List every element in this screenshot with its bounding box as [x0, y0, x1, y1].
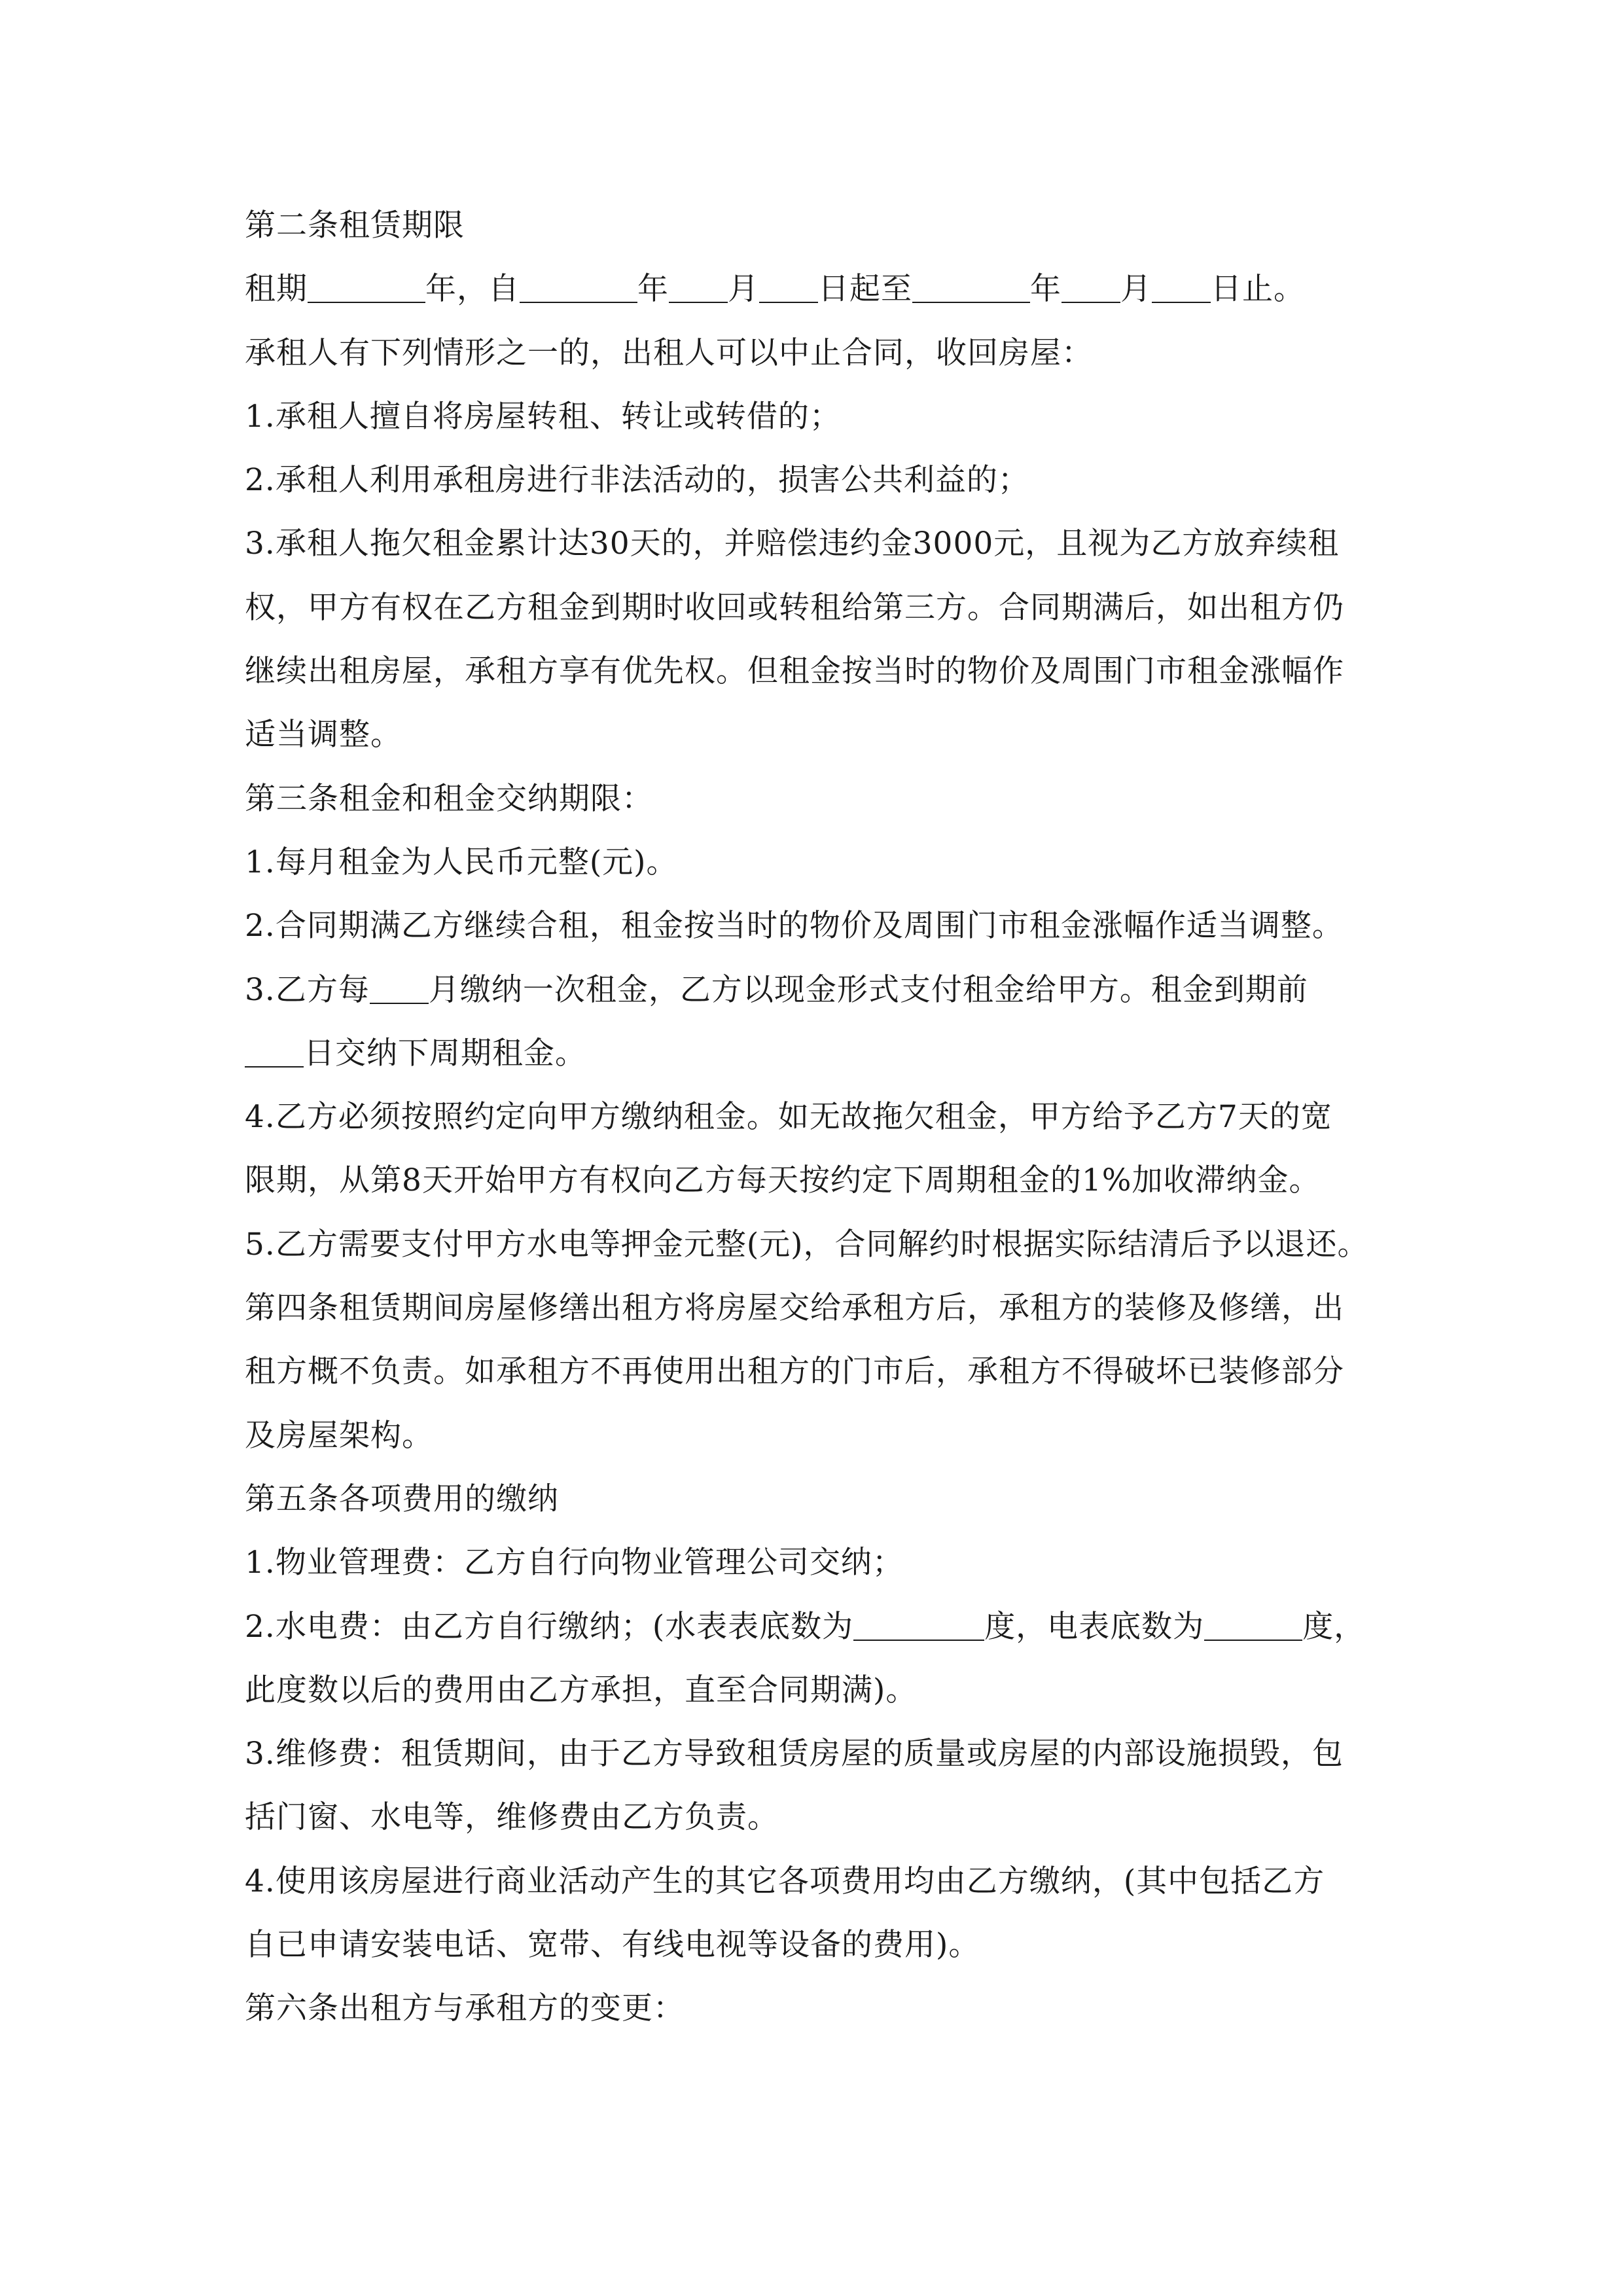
fill-blank [1152, 276, 1211, 303]
text-segment: 2.水电费：由乙方自行缴纳；(水表表底数为 [245, 1608, 854, 1645]
fill-blank [669, 276, 728, 303]
paragraph-line: 2.承租人利用承租房进行非法活动的，损害公共利益的； [245, 462, 1029, 499]
text-segment: 年 [637, 271, 669, 308]
text-segment: 年，自 [425, 271, 520, 308]
paragraph-line: 1.物业管理费：乙方自行向物业管理公司交纳； [245, 1545, 904, 1581]
text-segment: 3.乙方每 [245, 971, 370, 1008]
text-segment: 月 [1120, 271, 1152, 308]
paragraph-line: 4.使用该房屋进行商业活动产生的其它各项费用均由乙方缴纳，(其中包括乙方 [245, 1863, 1325, 1899]
section-heading: 第二条租赁期限 [245, 207, 465, 243]
section-heading: 第五条各项费用的缴纳 [245, 1480, 559, 1517]
utility-meter-line [245, 1595, 1383, 1659]
text-segment: 年 [1030, 271, 1061, 308]
paragraph-line: 承租人有下列情形之一的，出租人可以中止合同，收回房屋： [245, 334, 1093, 371]
paragraph-line: 4.乙方必须按照约定向甲方缴纳租金。如无故拖欠租金，甲方给予乙方7天的宽 [245, 1099, 1332, 1136]
text-segment: 月缴纳一次租金，乙方以现金形式支付租金给甲方。租金到期前 [428, 971, 1308, 1008]
text-segment: 租期 [245, 271, 308, 308]
fill-blank [759, 276, 818, 303]
text-segment: 日止。 [1211, 271, 1305, 308]
paragraph-line: 1.承租人擅自将房屋转租、转让或转借的； [245, 398, 841, 435]
section-heading: 第四条租赁期间房屋修缮出租方将房屋交给承租方后，承租方的装修及修缮，出 [245, 1290, 1344, 1327]
paragraph-line: 权，甲方有权在乙方租金到期时收回或转租给第三方。合同期满后，如出租方仍 [245, 589, 1344, 626]
section-heading: 第三条租金和租金交纳期限： [245, 780, 653, 817]
paragraph-line: 租方概不负责。如承租方不再使用出租方的门市后，承租方不得破坏已装修部分 [245, 1354, 1344, 1390]
text-segment: 度， [1302, 1608, 1366, 1645]
text-segment: 月 [728, 271, 759, 308]
paragraph-line: 及房屋架构。 [245, 1417, 433, 1454]
section-heading: 第六条出租方与承租方的变更： [245, 1990, 685, 2027]
paragraph-line: 3.维修费：租赁期间，由于乙方导致租赁房屋的质量或房屋的内部设施损毁，包 [245, 1736, 1344, 1772]
paragraph-line: 限期，从第8天开始甲方有权向乙方每天按约定下周期租金的1%加收滞纳金。 [245, 1162, 1321, 1199]
paragraph-line: 括门窗、水电等，维修费由乙方负责。 [245, 1799, 779, 1836]
paragraph-line: 3.承租人拖欠租金累计达30天的，并赔偿违约金3000元，且视为乙方放弃续租 [245, 526, 1340, 562]
paragraph-line: 继续出租房屋，承租方享有优先权。但租金按当时的物价及周围门市租金涨幅作 [245, 653, 1344, 690]
paragraph-line: 1.每月租金为人民币元整(元)。 [245, 844, 678, 880]
fill-blank [308, 276, 425, 303]
lease-term-line [245, 257, 1383, 321]
document-body [245, 194, 1383, 2041]
payment-interval-line [245, 958, 1383, 1022]
paragraph-line: 2.合同期满乙方继续合租，租金按当时的物价及周围门市租金涨幅作适当调整。 [245, 908, 1344, 944]
fill-blank [520, 276, 637, 303]
paragraph-line: 适当调整。 [245, 717, 402, 753]
fill-blank [1204, 1613, 1302, 1641]
fill-blank [370, 977, 429, 1004]
fill-blank [245, 1040, 304, 1067]
paragraph-line: 此度数以后的费用由乙方承担，直至合同期满)。 [245, 1672, 918, 1708]
paragraph-line: 自已申请安装电话、宽带、有线电视等设备的费用)。 [245, 1927, 980, 1964]
fill-blank [853, 1613, 984, 1641]
fill-blank [1061, 276, 1120, 303]
payment-interval-line-cont [245, 1022, 1383, 1085]
fill-blank [912, 276, 1030, 303]
text-segment: 日交纳下周期租金。 [304, 1035, 586, 1071]
text-segment: 日起至 [818, 271, 912, 308]
paragraph-line: 5.乙方需要支付甲方水电等押金元整(元)，合同解约时根据实际结清后予以退还。 [245, 1226, 1369, 1263]
text-segment: 度，电表底数为 [984, 1608, 1205, 1645]
